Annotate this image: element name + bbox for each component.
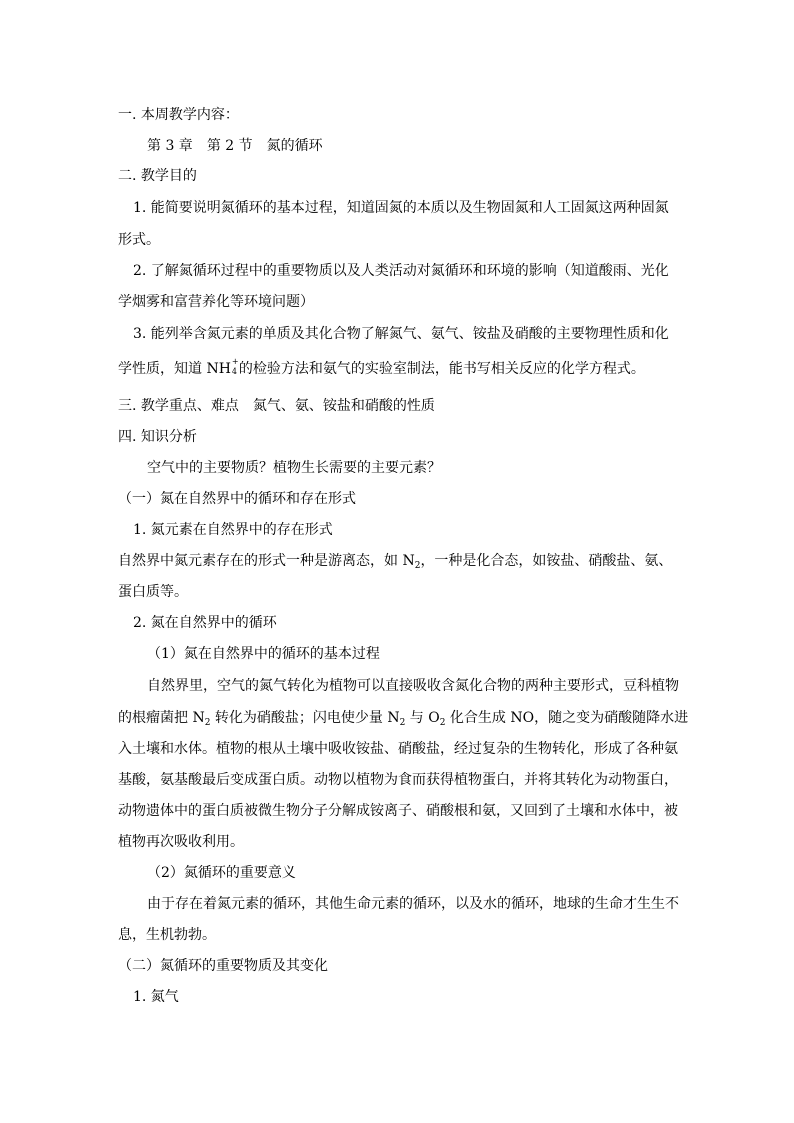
- section-3-line: [118, 397, 435, 415]
- section-4-heading: 四. 知识分析: [118, 429, 197, 445]
- significance-line-1: 由于存在着氮元素的循环，其他生命元素的循环，以及水的循环，地球的生命才生生不: [147, 896, 679, 912]
- cycle-para-line-3: 入土壤和水体。植物的根从土壤中吸收铵盐、硝酸盐，经过复杂的生物转化，形成了各种氨: [118, 741, 678, 757]
- cycle-para-line-2: 的根瘤菌把 $N_2$ 转化为硝酸盐；闪电使少量 $N_2$ 与 $O_2$ 化合生成 NO，随之变为硝酸随降水进: [118, 710, 689, 728]
- aim-3-line-2: 学性质，知道 NH + 4 的检验方法和氨气的实验室制法，能书写相关反应的化学方程式。: [118, 357, 645, 377]
- cycle-para-line-1: 自然界里，空气的氮气转化为植物可以直接吸收含氮化合物的两种主要形式，豆科植物: [147, 678, 679, 694]
- sub-1-title: （1）氮在自然界中的循环的基本过程: [147, 646, 380, 662]
- section-label: 第 2 节: [206, 138, 253, 154]
- ammonium-charge: + 4: [231, 357, 239, 376]
- question-line: 空气中的主要物质？植物生长需要的主要元素？: [147, 460, 441, 476]
- topic-label: 氮的循环: [266, 138, 323, 154]
- item-1-1-title: 1. 氮元素在自然界中的存在形式: [133, 522, 333, 538]
- sub-2-title: （2）氮循环的重要意义: [147, 865, 296, 881]
- aim-2-line-2: 学烟雾和富营养化等环境问题）: [118, 294, 314, 310]
- aim-1-line-1: 1. 能简要说明氮循环的基本过程，知道固氮的本质以及生物固氮和人工固氮这两种固氮: [133, 200, 669, 216]
- chapter-line: [147, 137, 323, 155]
- cycle-para-line-4: 基酸，氨基酸最后变成蛋白质。动物以植物为食而获得植物蛋白，并将其转化为动物蛋白，: [118, 772, 678, 788]
- aim-3-line-1: 3. 能列举含氮元素的单质及其化合物了解氮气、氨气、铵盐及硝酸的主要物理性质和化: [133, 326, 669, 342]
- significance-line-2: 息，生机勃勃。: [118, 927, 216, 943]
- cycle-para-line-5: 动物遗体中的蛋白质被微生物分子分解成铵离子、硝酸根和氨，又回到了土壤和水体中，被: [118, 803, 678, 819]
- aim-2-line-1: 2. 了解氮循环过程中的重要物质以及人类活动对氮循环和环境的影响（知道酸雨、光化: [133, 263, 669, 279]
- item-2-1-title: 1. 氮气: [133, 989, 179, 1005]
- item-1-2-title: 2. 氮在自然界中的循环: [133, 615, 277, 631]
- chapter-label: 第 3 章: [147, 138, 193, 154]
- item-1-1-line-2: 蛋白质等。: [118, 584, 188, 600]
- section-3-content: 氮气、氨、铵盐和硝酸的性质: [252, 398, 435, 414]
- part-2-heading: （二）氮循环的重要物质及其变化: [118, 958, 328, 974]
- item-1-1-line-1: 自然界中氮元素存在的形式一种是游离态，如 $N_2$，一种是化合态，如铵盐、硝酸盐、氨、: [118, 553, 673, 571]
- section-1-heading: 一. 本周教学内容：: [118, 107, 239, 123]
- section-3-heading: 三. 教学重点、难点: [118, 398, 239, 414]
- part-1-heading: （一）氮在自然界中的循环和存在形式: [118, 491, 356, 507]
- aim-1-line-2: 形式。: [118, 232, 160, 248]
- cycle-para-line-6: 植物再次吸收利用。: [118, 834, 244, 850]
- section-2-heading: 二. 教学目的: [118, 168, 197, 184]
